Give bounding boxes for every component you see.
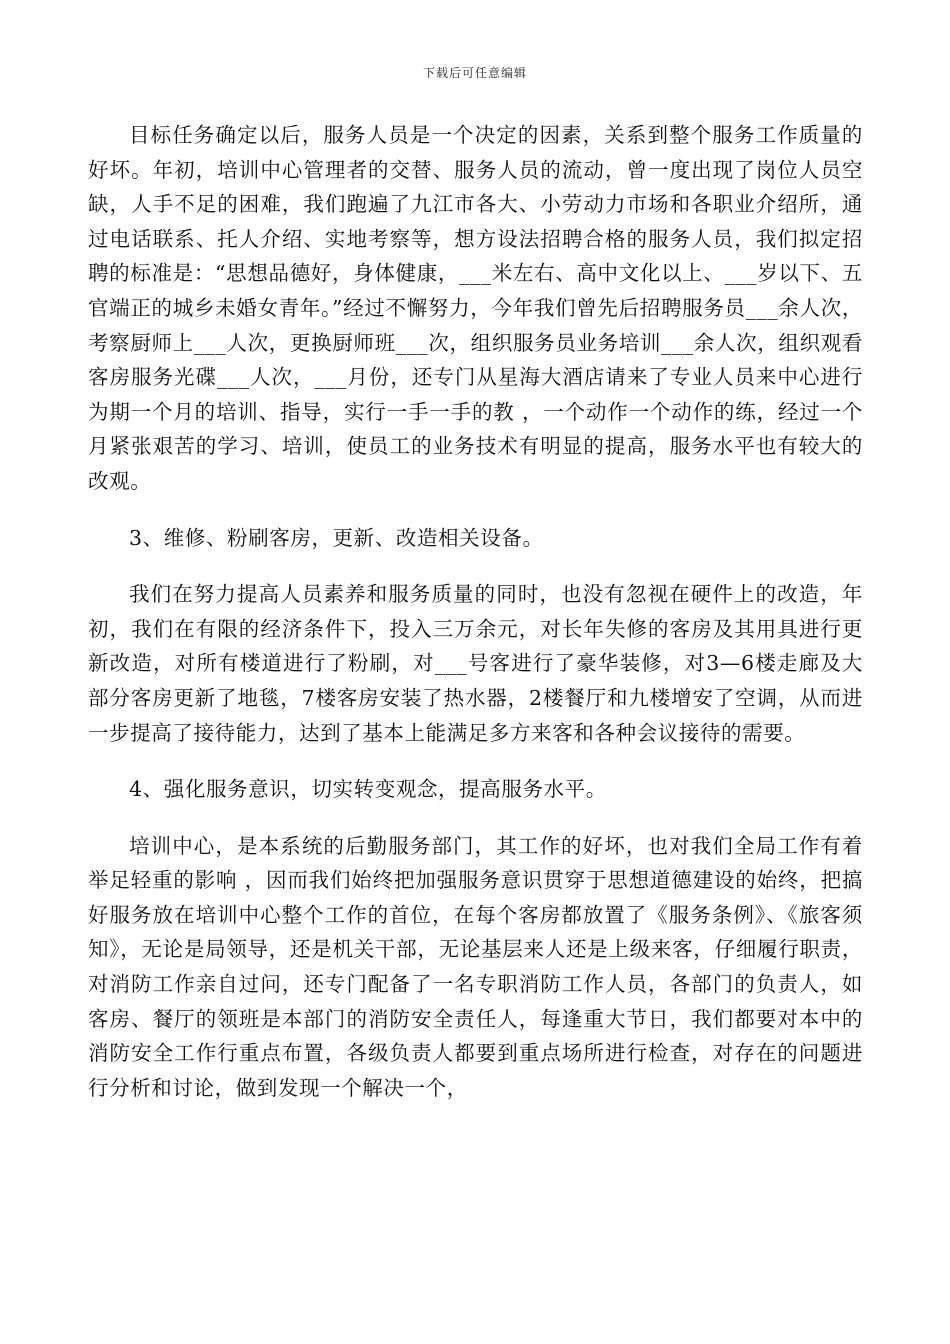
- paragraph-service-awareness: 培训中心，是本系统的后勤服务部门，其工作的好坏，也对我们全局工作有着举足轻重的影响 ，因而我们始终把加强服务意识贯穿于思想道德建设的始终，把搞好服务放在培训中心整个工作的首位，在每个客房都放置了《服务条例》、《旅客须知》，无论是局领导，还是机关干部，无论基层来人还是上级来客，仔细履行职责，对消防工作亲自过问，还专门配备了一名专职消防工作人员，各部门的负责人，如客房、餐厅的领班是本部门的消防安全责任人，每逢重大节日，我们都要对本中的消防安全工作行重点布置，各级负责人都要到重点场所进行检查，对存在的问题进行分析和讨论，做到发现一个解决一个，: [88, 833, 863, 1100]
- paragraph-spacer: [88, 750, 863, 772]
- paragraph-spacer: [88, 555, 863, 577]
- section-heading-3: 3、维修、粉刷客房，更新、改造相关设备。: [129, 525, 544, 550]
- paragraph-renovation: 我们在努力提高人员素养和服务质量的同时，也没有忽视在硬件上的改造，年初，我们在有限的经济条件下，投入三万余元，对长年失修的客房及其用具进行更新改造，对所有楼道进行了粉刷，对___号客进行了豪华装修，对3—6楼走廊及大部分客房更新了地毯，7楼客房安装了热水器，2楼餐厅和九楼增安了空调，从而进一步提高了接待能力，达到了基本上能满足多方来客和各种会议接待的需要。: [88, 582, 863, 745]
- page-header-note: 下载后可任意编辑: [422, 66, 527, 80]
- paragraph-spacer: [88, 499, 863, 521]
- section-heading-4: 4、强化服务意识，切实转变观念，提高服务水平。: [129, 777, 607, 802]
- paragraph-spacer: [88, 807, 863, 829]
- paragraph-staffing: 目标任务确定以后，服务人员是一个决定的因素，关系到整个服务工作质量的好坏。年初，培训中心管理者的交替、服务人员的流动，曾一度出现了岗位人员空缺，人手不足的困难，我们跑遍了九江市各大、小劳动力市场和各职业介绍所，通过电话联系、托人介绍、实地考察等，想方设法招聘合格的服务人员，我们拟定招聘的标准是：“思想品德好，身体健康，___米左右、高中文化以上、___岁以下、五官端正的城乡未婚女青年。”经过不懈努力，今年我们曾先后招聘服务员___余人次，考察厨师上___人次，更换厨师班___次，组织服务员业务培训___余人次，组织观看客房服务光碟___人次，___月份，还专门从星海大酒店请来了专业人员来中心进行为期一个月的培训、指导，实行一手一手的教 ，一个动作一个动作的练，经过一个月紧张艰苦的学习、培训，使员工的业务技术有明显的提高，服务水平也有较大的改观。: [88, 123, 863, 493]
- document-body: [88, 118, 863, 1105]
